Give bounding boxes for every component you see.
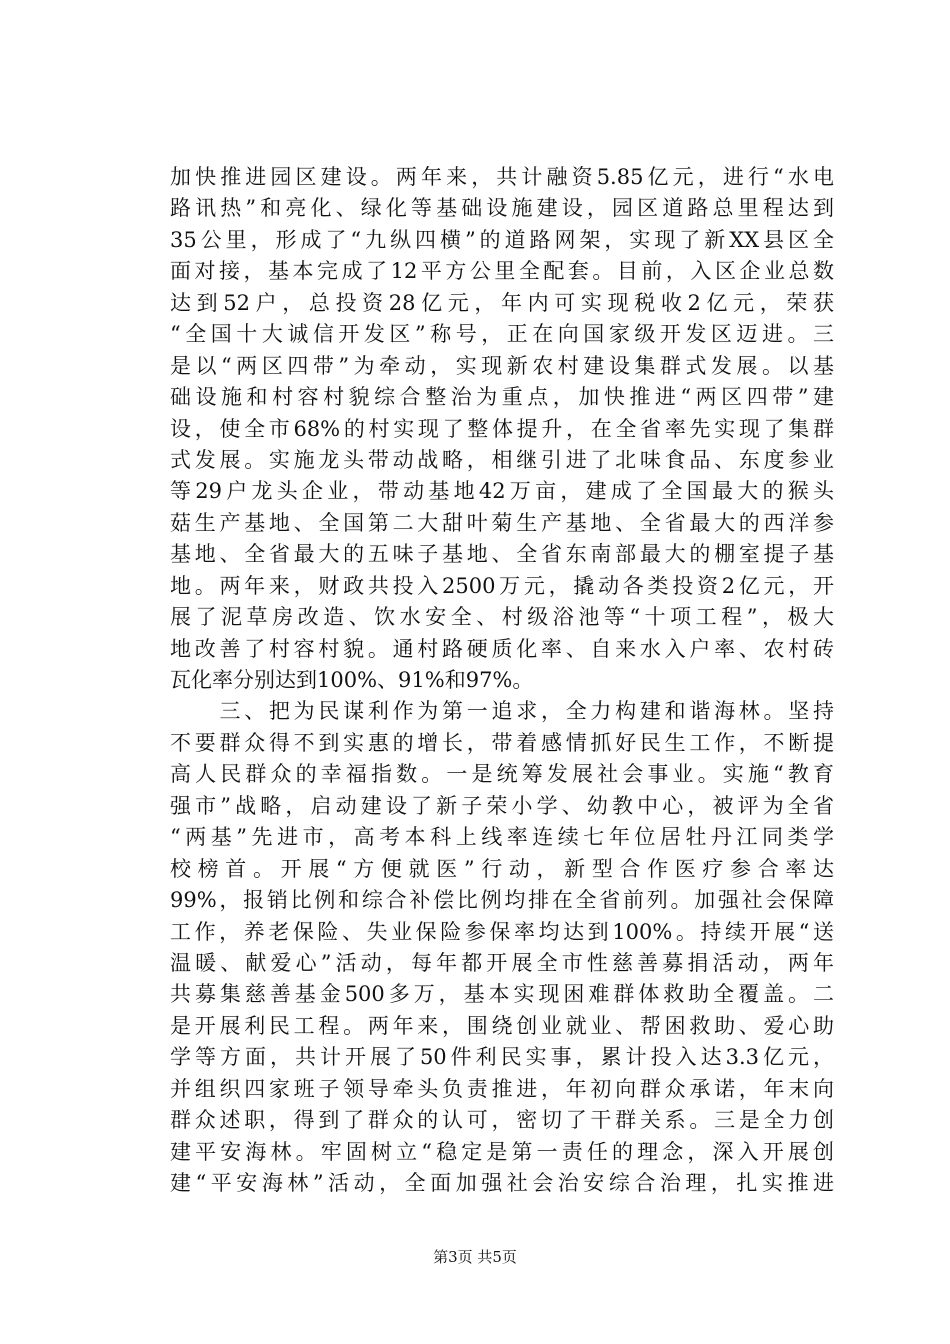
text-line: 基地、全省最大的五味子基地、全省东南部最大的棚室提子基 [170,542,834,567]
text-line: 学等方面，共计开展了50件利民实事，累计投入达3.3亿元， [170,1045,834,1070]
text-line: 面对接，基本完成了12平方公里全配套。目前，入区企业总数 [170,259,834,284]
paragraph-start-line: 三、把为民谋利作为第一追求，全力构建和谐海林。坚持 [170,699,834,724]
page-number-footer: 第3页 共5页 [433,1248,517,1266]
text-line: 高人民群众的幸福指数。一是统筹发展社会事业。实施“教育 [170,762,834,787]
text-line: 并组织四家班子领导牵头负责推进，年初向群众承诺，年末向 [170,1076,834,1101]
text-line: 等29户龙头企业，带动基地42万亩，建成了全国最大的猴头 [170,479,834,504]
text-line: 路讯热”和亮化、绿化等基础设施建设，园区道路总里程达到 [170,196,834,221]
text-line: 不要群众得不到实惠的增长，带着感情抓好民生工作，不断提 [170,730,834,755]
text-line: 建平安海林。牢固树立“稳定是第一责任的理念，深入开展创 [170,1139,834,1164]
text-line: 地。两年来，财政共投入2500万元，撬动各类投资2亿元，开 [170,573,834,598]
text-line: 式发展。实施龙头带动战略，相继引进了北味食品、东度参业 [170,447,834,472]
text-line: 35公里，形成了“九纵四横”的道路网架，实现了新XX县区全 [170,227,834,252]
text-line: 是以“两区四带”为牵动，实现新农村建设集群式发展。以基 [170,353,834,378]
text-line: 温暖、献爱心”活动，每年都开展全市性慈善募捐活动，两年 [170,950,834,975]
text-line: 菇生产基地、全国第二大甜叶菊生产基地、全省最大的西洋参 [170,510,834,535]
text-line: 地改善了村容村貌。通村路硬质化率、自来水入户率、农村砖 [170,636,834,661]
body-text [170,162,834,1199]
paragraph-end-line: 瓦化率分别达到100%、91%和97%。 [170,668,534,692]
text-line: 础设施和村容村貌综合整治为重点，加快推进“两区四带”建 [170,385,834,410]
text-line: 建“平安海林”活动，全面加强社会治安综合治理，扎实推进 [170,1171,834,1195]
text-line: 强市”战略，启动建设了新子荣小学、幼教中心，被评为全省 [170,793,834,818]
text-line: 共募集慈善基金500多万，基本实现困难群体救助全覆盖。二 [170,982,834,1007]
text-line: 设，使全市68%的村实现了整体提升，在全省率先实现了集群 [170,416,834,441]
text-line: 展了泥草房改造、饮水安全、村级浴池等“十项工程”，极大 [170,605,834,630]
text-line: 是开展利民工程。两年来，围绕创业就业、帮困救助、爱心助 [170,1013,834,1038]
text-line: 99%，报销比例和综合补偿比例均排在全省前列。加强社会保障 [170,888,834,913]
text-line: 加快推进园区建设。两年来，共计融资5.85亿元，进行“水电 [170,165,834,189]
text-line: “全国十大诚信开发区”称号，正在向国家级开发区迈进。三 [170,322,834,347]
text-line: 工作，养老保险、失业保险参保率均达到100%。持续开展“送 [170,919,834,944]
text-line: 达到52户，总投资28亿元，年内可实现税收2亿元，荣获 [170,290,834,315]
text-line: 群众述职，得到了群众的认可，密切了干群关系。三是全力创 [170,1108,834,1133]
text-line: 校榜首。开展“方便就医”行动，新型合作医疗参合率达 [170,856,834,881]
text-line: “两基”先进市，高考本科上线率连续七年位居牡丹江同类学 [170,825,834,850]
